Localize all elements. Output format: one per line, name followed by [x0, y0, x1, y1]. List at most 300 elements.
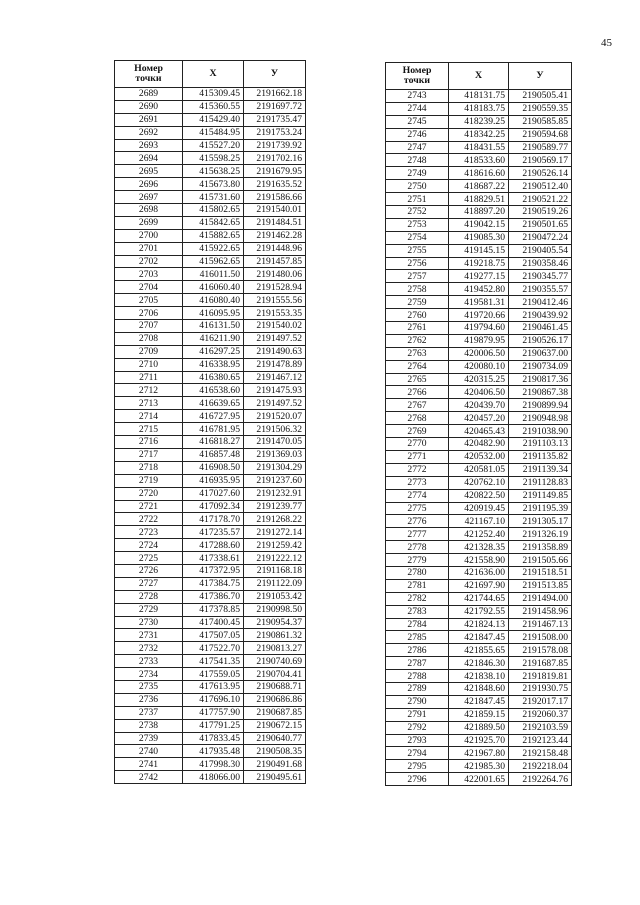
point-number-cell: 2729	[115, 603, 183, 616]
x-coordinate-cell: 421855.65	[449, 644, 509, 657]
table-row	[115, 204, 306, 217]
table-row	[386, 618, 572, 631]
x-coordinate-cell: 416380.65	[183, 371, 244, 384]
x-coordinate-cell: 417522.70	[183, 642, 244, 655]
y-coordinate-cell: 2191679.95	[244, 165, 306, 178]
point-number-cell: 2781	[386, 579, 449, 592]
table-row	[386, 541, 572, 554]
table-body	[115, 88, 306, 784]
x-coordinate-cell: 416211.90	[183, 332, 244, 345]
table-row	[115, 564, 306, 577]
point-number-cell: 2701	[115, 242, 183, 255]
table-row	[386, 373, 572, 386]
x-coordinate-cell: 418616.60	[449, 167, 509, 180]
y-coordinate-cell: 2192017.17	[509, 695, 572, 708]
table-row	[386, 515, 572, 528]
point-number-cell: 2703	[115, 268, 183, 281]
x-coordinate-cell: 421744.65	[449, 592, 509, 605]
x-coordinate-cell: 416011.50	[183, 268, 244, 281]
x-coordinate-cell: 415802.65	[183, 204, 244, 217]
y-coordinate-cell: 2192123.44	[509, 734, 572, 747]
point-number-cell: 2709	[115, 345, 183, 358]
x-coordinate-cell: 417288.60	[183, 539, 244, 552]
y-coordinate-cell: 2190899.94	[509, 399, 572, 412]
table-row	[386, 167, 572, 180]
point-number-cell: 2738	[115, 719, 183, 732]
header-point: Номер точки	[115, 61, 183, 88]
table-row	[115, 487, 306, 500]
y-coordinate-cell: 2190813.27	[244, 642, 306, 655]
table-row	[386, 360, 572, 373]
point-number-cell: 2755	[386, 244, 449, 257]
table-row	[386, 734, 572, 747]
y-coordinate-cell: 2190521.22	[509, 193, 572, 206]
point-number-cell: 2753	[386, 218, 449, 231]
y-coordinate-cell: 2191739.92	[244, 139, 306, 152]
x-coordinate-cell: 415309.45	[183, 88, 244, 101]
point-number-cell: 2772	[386, 463, 449, 476]
table-row	[386, 605, 572, 618]
y-coordinate-cell: 2191578.08	[509, 644, 572, 657]
table-row	[115, 229, 306, 242]
y-coordinate-cell: 2191232.91	[244, 487, 306, 500]
x-coordinate-cell: 416131.50	[183, 320, 244, 333]
point-number-cell: 2787	[386, 657, 449, 670]
table-row	[386, 657, 572, 670]
point-number-cell: 2705	[115, 294, 183, 307]
y-coordinate-cell: 2191239.77	[244, 500, 306, 513]
point-number-cell: 2732	[115, 642, 183, 655]
point-number-cell: 2766	[386, 386, 449, 399]
y-coordinate-cell: 2190948.98	[509, 412, 572, 425]
y-coordinate-cell: 2191819.81	[509, 670, 572, 683]
x-coordinate-cell: 420006.50	[449, 347, 509, 360]
point-number-cell: 2748	[386, 154, 449, 167]
table-row	[115, 423, 306, 436]
y-coordinate-cell: 2190672.15	[244, 719, 306, 732]
point-number-cell: 2737	[115, 706, 183, 719]
point-number-cell: 2740	[115, 745, 183, 758]
x-coordinate-cell: 416297.25	[183, 345, 244, 358]
point-number-cell: 2711	[115, 371, 183, 384]
point-number-cell: 2762	[386, 334, 449, 347]
x-coordinate-cell: 421792.55	[449, 605, 509, 618]
x-coordinate-cell: 415638.25	[183, 165, 244, 178]
x-coordinate-cell: 420315.25	[449, 373, 509, 386]
x-coordinate-cell: 419452.80	[449, 283, 509, 296]
y-coordinate-cell: 2190704.41	[244, 668, 306, 681]
table-row	[115, 655, 306, 668]
table-row	[115, 642, 306, 655]
table-row	[386, 257, 572, 270]
x-coordinate-cell: 415962.65	[183, 255, 244, 268]
table-row	[386, 631, 572, 644]
x-coordinate-cell: 417372.95	[183, 564, 244, 577]
point-number-cell: 2778	[386, 541, 449, 554]
x-coordinate-cell: 416818.27	[183, 436, 244, 449]
table-row	[386, 102, 572, 115]
point-number-cell: 2788	[386, 670, 449, 683]
x-coordinate-cell: 421847.45	[449, 631, 509, 644]
table-row	[386, 489, 572, 502]
point-number-cell: 2700	[115, 229, 183, 242]
point-number-cell: 2734	[115, 668, 183, 681]
table-row	[115, 719, 306, 732]
point-number-cell: 2758	[386, 283, 449, 296]
x-coordinate-cell: 417696.10	[183, 693, 244, 706]
y-coordinate-cell: 2190345.77	[509, 270, 572, 283]
y-coordinate-cell: 2191505.66	[509, 554, 572, 567]
x-coordinate-cell: 415673.80	[183, 178, 244, 191]
point-number-cell: 2784	[386, 618, 449, 631]
x-coordinate-cell: 417833.45	[183, 732, 244, 745]
y-coordinate-cell: 2192264.76	[509, 773, 572, 786]
point-number-cell: 2695	[115, 165, 183, 178]
y-coordinate-cell: 2191475.93	[244, 384, 306, 397]
x-coordinate-cell: 418897.20	[449, 206, 509, 219]
point-number-cell: 2770	[386, 438, 449, 451]
table-row	[386, 399, 572, 412]
header-y: У	[509, 63, 572, 90]
y-coordinate-cell: 2190954.37	[244, 616, 306, 629]
y-coordinate-cell: 2191497.52	[244, 397, 306, 410]
x-coordinate-cell: 420581.05	[449, 463, 509, 476]
x-coordinate-cell: 418829.51	[449, 193, 509, 206]
y-coordinate-cell: 2191467.12	[244, 371, 306, 384]
point-number-cell: 2776	[386, 515, 449, 528]
point-number-cell: 2742	[115, 771, 183, 784]
point-number-cell: 2721	[115, 500, 183, 513]
x-coordinate-cell: 419794.60	[449, 322, 509, 335]
x-coordinate-cell: 420822.50	[449, 489, 509, 502]
point-number-cell: 2715	[115, 423, 183, 436]
y-coordinate-cell: 2191540.02	[244, 320, 306, 333]
x-coordinate-cell: 420482.90	[449, 438, 509, 451]
table-row	[386, 115, 572, 128]
x-coordinate-cell: 421636.00	[449, 566, 509, 579]
point-number-cell: 2735	[115, 680, 183, 693]
point-number-cell: 2693	[115, 139, 183, 152]
x-coordinate-cell: 417092.34	[183, 500, 244, 513]
x-coordinate-cell: 417027.60	[183, 487, 244, 500]
table-row	[386, 231, 572, 244]
x-coordinate-cell: 419085.30	[449, 231, 509, 244]
y-coordinate-cell: 2190867.38	[509, 386, 572, 399]
y-coordinate-cell: 2191753.24	[244, 126, 306, 139]
table-row	[115, 191, 306, 204]
table-row	[386, 334, 572, 347]
x-coordinate-cell: 416060.40	[183, 281, 244, 294]
x-coordinate-cell: 415429.40	[183, 113, 244, 126]
x-coordinate-cell: 417559.05	[183, 668, 244, 681]
y-coordinate-cell: 2190495.61	[244, 771, 306, 784]
point-number-cell: 2756	[386, 257, 449, 270]
table-row	[386, 682, 572, 695]
point-number-cell: 2745	[386, 115, 449, 128]
table-row	[386, 154, 572, 167]
point-number-cell: 2796	[386, 773, 449, 786]
table-row	[115, 680, 306, 693]
x-coordinate-cell: 415922.65	[183, 242, 244, 255]
x-coordinate-cell: 415731.60	[183, 191, 244, 204]
x-coordinate-cell: 417400.45	[183, 616, 244, 629]
point-number-cell: 2702	[115, 255, 183, 268]
x-coordinate-cell: 415598.25	[183, 152, 244, 165]
y-coordinate-cell: 2191128.83	[509, 476, 572, 489]
table-row	[386, 347, 572, 360]
y-coordinate-cell: 2190508.35	[244, 745, 306, 758]
x-coordinate-cell: 416095.95	[183, 307, 244, 320]
table-row	[386, 579, 572, 592]
table-row	[386, 90, 572, 103]
table-row	[115, 165, 306, 178]
table-row	[115, 603, 306, 616]
x-coordinate-cell: 420465.43	[449, 425, 509, 438]
x-coordinate-cell: 420532.00	[449, 450, 509, 463]
y-coordinate-cell: 2190686.86	[244, 693, 306, 706]
y-coordinate-cell: 2192060.37	[509, 708, 572, 721]
y-coordinate-cell: 2190439.92	[509, 309, 572, 322]
table-row	[115, 693, 306, 706]
table-row	[115, 281, 306, 294]
x-coordinate-cell: 421847.45	[449, 695, 509, 708]
point-number-cell: 2760	[386, 309, 449, 322]
point-number-cell: 2692	[115, 126, 183, 139]
header-x: X	[449, 63, 509, 90]
x-coordinate-cell: 419277.15	[449, 270, 509, 283]
y-coordinate-cell: 2191135.82	[509, 450, 572, 463]
table-row	[386, 270, 572, 283]
y-coordinate-cell: 2191369.03	[244, 448, 306, 461]
table-row	[115, 552, 306, 565]
point-number-cell: 2775	[386, 502, 449, 515]
y-coordinate-cell: 2191508.00	[509, 631, 572, 644]
y-coordinate-cell: 2190358.46	[509, 257, 572, 270]
y-coordinate-cell: 2190640.77	[244, 732, 306, 745]
point-number-cell: 2720	[115, 487, 183, 500]
y-coordinate-cell: 2191470.05	[244, 436, 306, 449]
x-coordinate-cell: 417791.25	[183, 719, 244, 732]
table-row	[386, 141, 572, 154]
point-number-cell: 2743	[386, 90, 449, 103]
point-number-cell: 2728	[115, 590, 183, 603]
y-coordinate-cell: 2191480.06	[244, 268, 306, 281]
point-number-cell: 2739	[115, 732, 183, 745]
x-coordinate-cell: 417235.57	[183, 526, 244, 539]
point-number-cell: 2794	[386, 747, 449, 760]
x-coordinate-cell: 421848.60	[449, 682, 509, 695]
table-row	[115, 397, 306, 410]
table-row	[115, 268, 306, 281]
y-coordinate-cell: 2190472.24	[509, 231, 572, 244]
x-coordinate-cell: 421252.40	[449, 528, 509, 541]
x-coordinate-cell: 418687.22	[449, 180, 509, 193]
table-row	[386, 450, 572, 463]
table-row	[386, 296, 572, 309]
table-row	[115, 294, 306, 307]
table-row	[386, 244, 572, 257]
point-number-cell: 2713	[115, 397, 183, 410]
y-coordinate-cell: 2191662.18	[244, 88, 306, 101]
table-row	[115, 113, 306, 126]
point-number-cell: 2759	[386, 296, 449, 309]
table-row	[115, 255, 306, 268]
y-coordinate-cell: 2191305.17	[509, 515, 572, 528]
y-coordinate-cell: 2191513.85	[509, 579, 572, 592]
point-number-cell: 2699	[115, 216, 183, 229]
point-number-cell: 2767	[386, 399, 449, 412]
table-row	[115, 436, 306, 449]
table-row	[386, 128, 572, 141]
x-coordinate-cell: 420919.45	[449, 502, 509, 515]
table-row	[115, 758, 306, 771]
table-row	[386, 386, 572, 399]
y-coordinate-cell: 2190355.57	[509, 283, 572, 296]
x-coordinate-cell: 417378.85	[183, 603, 244, 616]
table-row	[115, 526, 306, 539]
y-coordinate-cell: 2191268.22	[244, 513, 306, 526]
y-coordinate-cell: 2191518.51	[509, 566, 572, 579]
point-number-cell: 2733	[115, 655, 183, 668]
x-coordinate-cell: 418066.00	[183, 771, 244, 784]
y-coordinate-cell: 2190491.68	[244, 758, 306, 771]
point-number-cell: 2757	[386, 270, 449, 283]
y-coordinate-cell: 2191458.96	[509, 605, 572, 618]
point-number-cell: 2747	[386, 141, 449, 154]
point-number-cell: 2691	[115, 113, 183, 126]
point-number-cell: 2689	[115, 88, 183, 101]
table-row	[115, 88, 306, 101]
table-row	[386, 528, 572, 541]
x-coordinate-cell: 416908.50	[183, 461, 244, 474]
x-coordinate-cell: 421846.30	[449, 657, 509, 670]
point-number-cell: 2731	[115, 629, 183, 642]
x-coordinate-cell: 417998.30	[183, 758, 244, 771]
table-row	[115, 461, 306, 474]
x-coordinate-cell: 418239.25	[449, 115, 509, 128]
y-coordinate-cell: 2191735.47	[244, 113, 306, 126]
x-coordinate-cell: 417541.35	[183, 655, 244, 668]
x-coordinate-cell: 420080.10	[449, 360, 509, 373]
point-number-cell: 2726	[115, 564, 183, 577]
y-coordinate-cell: 2191122.09	[244, 577, 306, 590]
table-row	[115, 668, 306, 681]
table-row	[115, 474, 306, 487]
x-coordinate-cell: 417613.95	[183, 680, 244, 693]
y-coordinate-cell: 2190412.46	[509, 296, 572, 309]
point-number-cell: 2791	[386, 708, 449, 721]
y-coordinate-cell: 2190637.00	[509, 347, 572, 360]
y-coordinate-cell: 2191702.16	[244, 152, 306, 165]
y-coordinate-cell: 2190512.40	[509, 180, 572, 193]
x-coordinate-cell: 421985.30	[449, 760, 509, 773]
x-coordinate-cell: 415484.95	[183, 126, 244, 139]
point-number-cell: 2785	[386, 631, 449, 644]
x-coordinate-cell: 418131.75	[449, 90, 509, 103]
y-coordinate-cell: 2191520.07	[244, 410, 306, 423]
y-coordinate-cell: 2190585.85	[509, 115, 572, 128]
table-row	[386, 206, 572, 219]
y-coordinate-cell: 2191053.42	[244, 590, 306, 603]
y-coordinate-cell: 2191259.42	[244, 539, 306, 552]
x-coordinate-cell: 421889.50	[449, 721, 509, 734]
y-coordinate-cell: 2191687.85	[509, 657, 572, 670]
x-coordinate-cell: 420406.50	[449, 386, 509, 399]
y-coordinate-cell: 2190519.26	[509, 206, 572, 219]
y-coordinate-cell: 2190569.17	[509, 154, 572, 167]
x-coordinate-cell: 420457.20	[449, 412, 509, 425]
point-number-cell: 2744	[386, 102, 449, 115]
point-number-cell: 2792	[386, 721, 449, 734]
point-number-cell: 2706	[115, 307, 183, 320]
x-coordinate-cell: 419218.75	[449, 257, 509, 270]
header-row	[115, 61, 306, 88]
y-coordinate-cell: 2190594.68	[509, 128, 572, 141]
y-coordinate-cell: 2190817.36	[509, 373, 572, 386]
y-coordinate-cell: 2191462.28	[244, 229, 306, 242]
point-number-cell: 2786	[386, 644, 449, 657]
table-row	[115, 216, 306, 229]
y-coordinate-cell: 2191497.52	[244, 332, 306, 345]
x-coordinate-cell: 417338.61	[183, 552, 244, 565]
point-number-cell: 2763	[386, 347, 449, 360]
point-number-cell: 2694	[115, 152, 183, 165]
point-number-cell: 2793	[386, 734, 449, 747]
point-number-cell: 2777	[386, 528, 449, 541]
x-coordinate-cell: 419145.15	[449, 244, 509, 257]
point-number-cell: 2696	[115, 178, 183, 191]
point-number-cell: 2717	[115, 448, 183, 461]
table-row	[115, 152, 306, 165]
table-row	[115, 139, 306, 152]
table-row	[386, 695, 572, 708]
x-coordinate-cell: 415360.55	[183, 100, 244, 113]
table-row	[115, 320, 306, 333]
x-coordinate-cell: 419720.66	[449, 309, 509, 322]
x-coordinate-cell: 418431.55	[449, 141, 509, 154]
x-coordinate-cell: 417386.70	[183, 590, 244, 603]
table-row	[386, 309, 572, 322]
x-coordinate-cell: 422001.65	[449, 773, 509, 786]
point-number-cell: 2780	[386, 566, 449, 579]
point-number-cell: 2774	[386, 489, 449, 502]
table-row	[386, 747, 572, 760]
point-number-cell: 2764	[386, 360, 449, 373]
point-number-cell: 2714	[115, 410, 183, 423]
table-row	[386, 502, 572, 515]
x-coordinate-cell: 415882.65	[183, 229, 244, 242]
table-row	[115, 307, 306, 320]
point-number-cell: 2773	[386, 476, 449, 489]
table-row	[115, 616, 306, 629]
point-number-cell: 2722	[115, 513, 183, 526]
point-number-cell: 2690	[115, 100, 183, 113]
table-row	[115, 345, 306, 358]
x-coordinate-cell: 421838.10	[449, 670, 509, 683]
x-coordinate-cell: 419581.31	[449, 296, 509, 309]
table-row	[115, 358, 306, 371]
y-coordinate-cell: 2191494.00	[509, 592, 572, 605]
y-coordinate-cell: 2191222.12	[244, 552, 306, 565]
y-coordinate-cell: 2191528.94	[244, 281, 306, 294]
table-row	[386, 566, 572, 579]
y-coordinate-cell: 2191038.90	[509, 425, 572, 438]
table-row	[386, 193, 572, 206]
table-row	[386, 218, 572, 231]
x-coordinate-cell: 421824.13	[449, 618, 509, 631]
point-number-cell: 2727	[115, 577, 183, 590]
y-coordinate-cell: 2190501.65	[509, 218, 572, 231]
